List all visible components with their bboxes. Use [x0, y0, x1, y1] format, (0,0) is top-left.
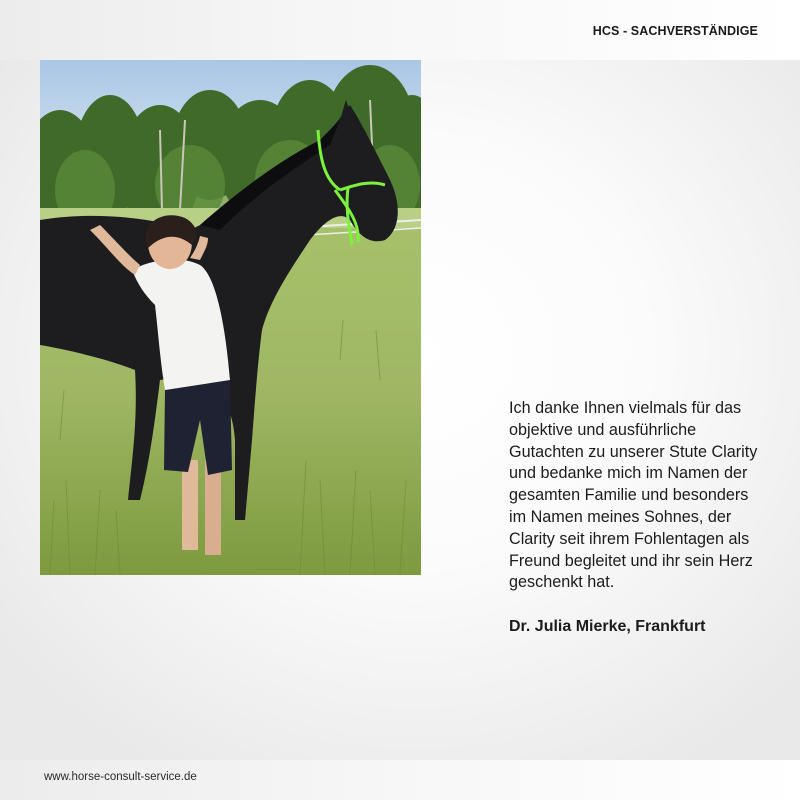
testimonial-block [509, 398, 769, 638]
testimonial-photo [40, 60, 421, 575]
website-link[interactable]: www.horse-consult-service.de [44, 771, 197, 783]
brand-label: HCS - SACHVERSTÄNDIGE [592, 24, 758, 38]
testimonial-author: Dr. Julia Mierke, Frankfurt [509, 618, 706, 636]
footer-bar [0, 760, 800, 800]
testimonial-quote: Ich danke Ihnen vielmals für das objektive und ausführliche Gutachten zu unserer Stute Clarity und bedanke mich im Namen der gesamten Familie und besonders im Namen meines Sohnes, der Clarity seit ihrem Fohlentagen als Freund begleitet und ihr sein Herz geschenkt hat. [509, 399, 758, 592]
header-bar [0, 0, 800, 60]
